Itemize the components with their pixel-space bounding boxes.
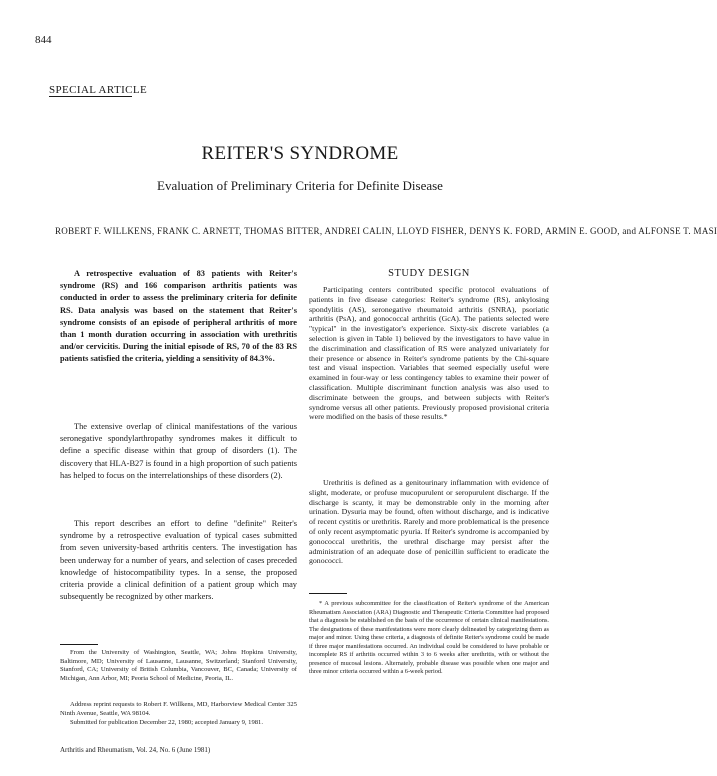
affiliation-divider bbox=[60, 644, 98, 645]
footnote: * A previous subcommittee for the classification of Reiter's syndrome of the American Rheumatism Association (ARA) Diagnostic and Therapeutic Criteria Committee had proposed that a diagnosis be established on the basis of the occurrence of certain clinical manifestations. The designations of these manifestations were more clearly delineated by categorizing them as major and minor. Using these criteria, a diagnosis of definite Reiter's syndrome could be made if three major manifestations occurred. An individual could be considered to have probable or incomplete RS if arthritis occurred within 3 to 6 weeks after urethritis, with or without the presence of mucosal lesions. Alternately, probable disease was possible when one major and three minor criteria occurred within a 6-week period. bbox=[309, 600, 549, 675]
article-subtitle: Evaluation of Preliminary Criteria for Definite Disease bbox=[157, 178, 443, 193]
section-label: SPECIAL ARTICLE bbox=[49, 84, 148, 96]
footnote-divider bbox=[309, 593, 347, 594]
author-list: ROBERT F. WILLKENS, FRANK C. ARNETT, THOMAS BITTER, ANDREI CALIN, LLOYD FISHER, DENYS K. FORD, ARMIN E. GOOD, and ALFONSE T. MASI bbox=[55, 226, 717, 236]
intro-paragraph: The extensive overlap of clinical manifestations of the various seronegative spondylarthropathy syndromes makes it difficult to define a specific disease within that group of disorders (1). The discovery that HLA-B27 is found in a high proportion of such patients has helped to focus on the interrelationships of these disorders (2). bbox=[60, 422, 297, 480]
article-title: REITER'S SYNDROME bbox=[201, 143, 399, 164]
affiliation-note: From the University of Washington, Seattle, WA; Johns Hopkins University, Baltimore, MD; University of Lausanne, Lausanne, Switzerland; Stanford University, Stanford, CA; University of British Columbia, Vancouver, BC, Canada; University of Michigan, Ann Arbor, MI; Peoria School of Medicine, Peoria, IL. bbox=[60, 649, 297, 682]
reprint-address-note: Address reprint requests to Robert F. Willkens, MD, Harborview Medical Center 325 Ninth Avenue, Seattle, WA 98104. bbox=[60, 701, 297, 717]
submission-dates-note: Submitted for publication December 22, 1980; accepted January 9, 1981. bbox=[70, 719, 263, 726]
abstract: A retrospective evaluation of 83 patients with Reiter's syndrome (RS) and 166 comparison arthritis patients was conducted in order to assess the preliminary criteria for definite RS. Data analysis was based on the statement that Reiter's syndrome consists of an episode of peripheral arthritis of more than 1 month duration occurring in association with urethritis and/or cervicitis. During the initial episode of RS, 70 of the 83 RS patients satisfied the criteria, yielding a sensitivity of 84.3%. bbox=[60, 269, 297, 364]
page-number: 844 bbox=[35, 34, 52, 46]
section-label-underline bbox=[49, 96, 132, 97]
intro-paragraph: This report describes an effort to define "definite" Reiter's syndrome by a retrospective evaluation of typical cases submitted from seven university-based arthritis centers. The investigation has been underway for a number of years, and selection of cases preceded knowledge of histocompatibility types. In a sense, the proposed criteria provide a clinical definition of a patient group which may subsequently be recognized by other markers. bbox=[60, 519, 297, 602]
study-design-paragraph: Urethritis is defined as a genitourinary inflammation with evidence of slight, moderate, or profuse mucopurulent or seropurulent discharge. If the discharge is scanty, it may be demonstrable only in the morning after urination. Dysuria may be found, often without discharge, and is indicative of recent cystitis or urethritis. Rarely and more problematical is the presence of only recent asymptomatic pyuria. If Reiter's syndrome is accompanied by gonococcal urethritis, the urethral discharge may persist after the administration of an adequate dose of penicillin sufficient to eradicate the gonococci. bbox=[309, 478, 549, 566]
section-heading-study-design: STUDY DESIGN bbox=[388, 268, 470, 279]
study-design-paragraph: Participating centers contributed specific protocol evaluations of patients in five disease categories: Reiter's syndrome (RS), ankylosing spondylitis (AS), seronegative rheumatoid arthritis (SNRA), psoriatic arthritis (PsA), and gonococcal arthritis (GcA). The patients selected were "typical" in the investigator's experience. Sixty-six discrete variables (a selection is given in Table 1) believed by the investigators to have value in the discrimination and classification of RS were analyzed univariately for their presence or absence in Reiter's syndrome patients by the Chi-square test and visual inspection. Variables that seemed especially useful were examined in four-way or less contingency tables to examine their power of classification. Multiple discriminant function analysis was also used to discriminate between the groups, and between subjects with Reiter's syndrome versus all other patients. Previously proposed provisional criteria were modified on the basis of these results.* bbox=[309, 285, 549, 422]
journal-citation: Arthritis and Rheumatism, Vol. 24, No. 6 (June 1981) bbox=[60, 746, 211, 754]
